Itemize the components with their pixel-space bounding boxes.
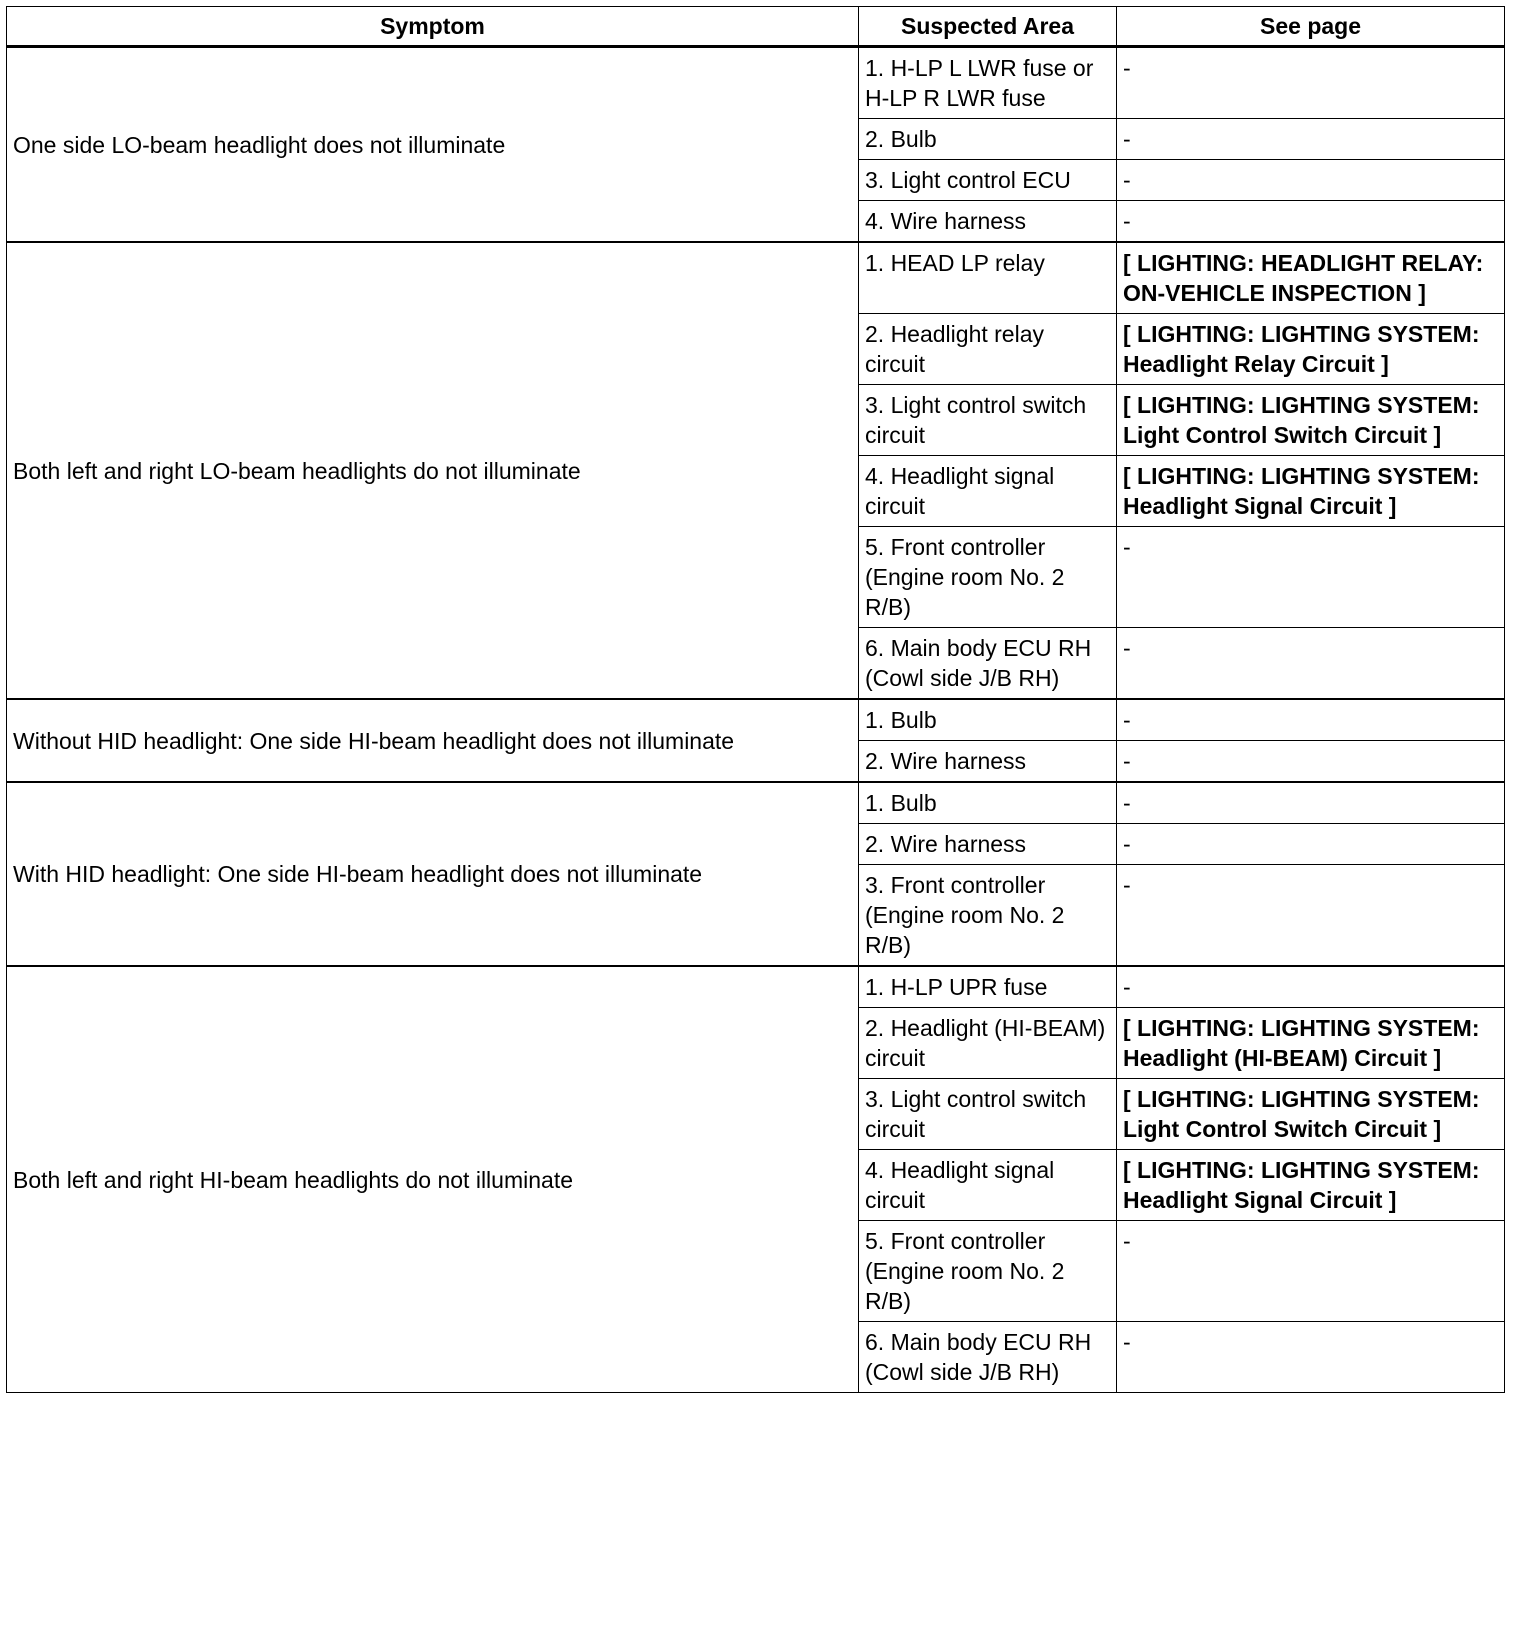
see-page-reference: [ LIGHTING: LIGHTING SYSTEM: Headlight (HI-BEAM) Circuit ] — [1117, 1008, 1505, 1079]
suspected-area-cell: 2. Wire harness — [859, 741, 1117, 783]
table-row — [7, 47, 1505, 119]
suspected-area-cell: 2. Bulb — [859, 119, 1117, 160]
header-row — [7, 7, 1505, 47]
document — [6, 6, 1505, 1393]
suspected-area-cell: 3. Light control switch circuit — [859, 385, 1117, 456]
suspected-area-cell: 3. Light control switch circuit — [859, 1079, 1117, 1150]
see-page-cell: - — [1117, 1221, 1505, 1322]
table-body — [7, 47, 1505, 1393]
suspected-area-cell: 4. Wire harness — [859, 201, 1117, 243]
suspected-area-cell: 6. Main body ECU RH (Cowl side J/B RH) — [859, 628, 1117, 700]
see-page-cell: - — [1117, 527, 1505, 628]
suspected-area-cell: 4. Headlight signal circuit — [859, 1150, 1117, 1221]
header-suspected-area: Suspected Area — [859, 7, 1117, 47]
symptom-cell: Without HID headlight: One side HI-beam headlight does not illuminate — [7, 699, 859, 782]
see-page-reference: [ LIGHTING: LIGHTING SYSTEM: Light Control Switch Circuit ] — [1117, 385, 1505, 456]
see-page-cell: - — [1117, 824, 1505, 865]
see-page-reference: [ LIGHTING: HEADLIGHT RELAY: ON-VEHICLE INSPECTION ] — [1117, 242, 1505, 314]
suspected-area-cell: 5. Front controller (Engine room No. 2 R/B) — [859, 1221, 1117, 1322]
see-page-cell: - — [1117, 741, 1505, 783]
see-page-cell: - — [1117, 782, 1505, 824]
header-see-page: See page — [1117, 7, 1505, 47]
suspected-area-cell: 1. H-LP L LWR fuse or H-LP R LWR fuse — [859, 47, 1117, 119]
suspected-area-cell: 3. Light control ECU — [859, 160, 1117, 201]
see-page-reference: [ LIGHTING: LIGHTING SYSTEM: Headlight Signal Circuit ] — [1117, 456, 1505, 527]
see-page-cell: - — [1117, 865, 1505, 967]
suspected-area-cell: 4. Headlight signal circuit — [859, 456, 1117, 527]
see-page-cell: - — [1117, 119, 1505, 160]
suspected-area-cell: 6. Main body ECU RH (Cowl side J/B RH) — [859, 1322, 1117, 1393]
table-header — [7, 7, 1505, 47]
suspected-area-cell: 1. H-LP UPR fuse — [859, 966, 1117, 1008]
suspected-area-cell: 1. Bulb — [859, 699, 1117, 741]
see-page-cell: - — [1117, 201, 1505, 243]
suspected-area-cell: 2. Wire harness — [859, 824, 1117, 865]
see-page-reference: [ LIGHTING: LIGHTING SYSTEM: Headlight Signal Circuit ] — [1117, 1150, 1505, 1221]
see-page-cell: - — [1117, 699, 1505, 741]
table-row — [7, 782, 1505, 824]
see-page-cell: - — [1117, 1322, 1505, 1393]
suspected-area-cell: 1. Bulb — [859, 782, 1117, 824]
suspected-area-cell: 2. Headlight (HI-BEAM) circuit — [859, 1008, 1117, 1079]
suspected-area-cell: 1. HEAD LP relay — [859, 242, 1117, 314]
symptom-cell: Both left and right LO-beam headlights do not illuminate — [7, 242, 859, 699]
suspected-area-cell: 3. Front controller (Engine room No. 2 R/B) — [859, 865, 1117, 967]
see-page-cell: - — [1117, 966, 1505, 1008]
header-symptom: Symptom — [7, 7, 859, 47]
table-row — [7, 966, 1505, 1008]
symptom-cell: Both left and right HI-beam headlights do not illuminate — [7, 966, 859, 1393]
table-row — [7, 699, 1505, 741]
symptom-table — [6, 6, 1505, 1393]
see-page-cell: - — [1117, 160, 1505, 201]
suspected-area-cell: 2. Headlight relay circuit — [859, 314, 1117, 385]
symptom-cell: One side LO-beam headlight does not illuminate — [7, 47, 859, 243]
suspected-area-cell: 5. Front controller (Engine room No. 2 R/B) — [859, 527, 1117, 628]
see-page-reference: [ LIGHTING: LIGHTING SYSTEM: Light Control Switch Circuit ] — [1117, 1079, 1505, 1150]
symptom-cell: With HID headlight: One side HI-beam headlight does not illuminate — [7, 782, 859, 966]
see-page-cell: - — [1117, 628, 1505, 700]
see-page-reference: [ LIGHTING: LIGHTING SYSTEM: Headlight Relay Circuit ] — [1117, 314, 1505, 385]
see-page-cell: - — [1117, 47, 1505, 119]
table-row — [7, 242, 1505, 314]
